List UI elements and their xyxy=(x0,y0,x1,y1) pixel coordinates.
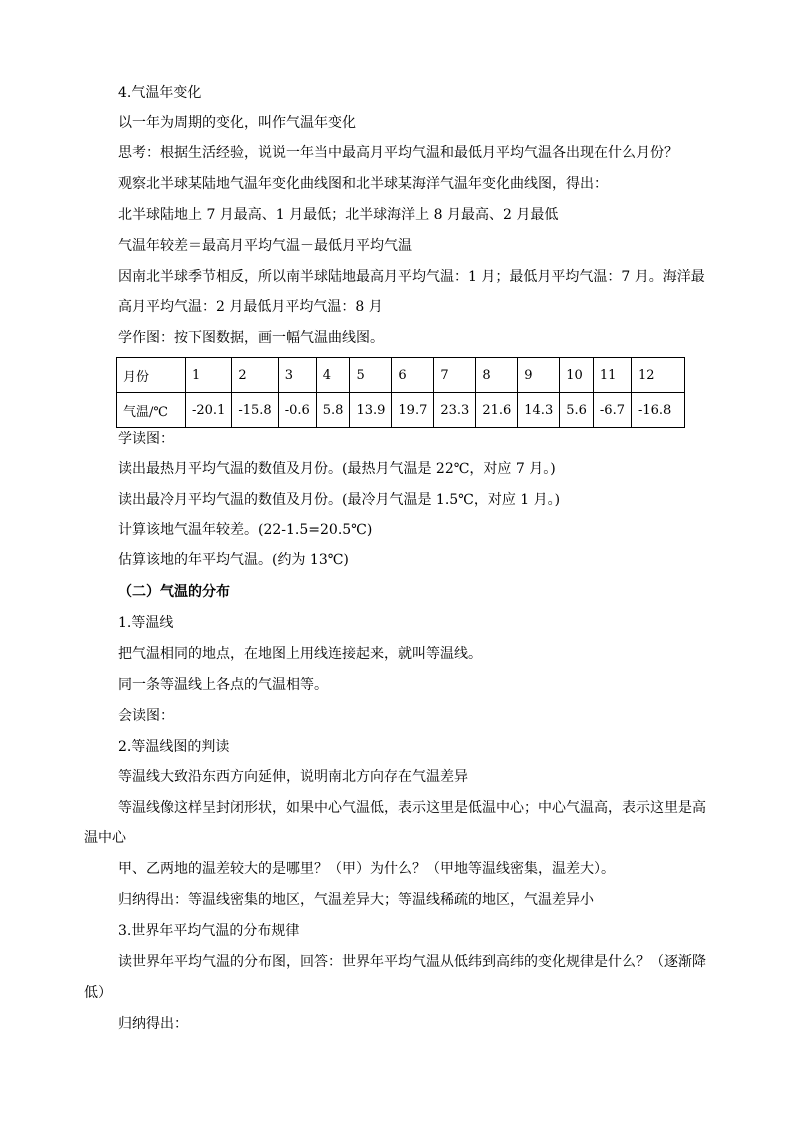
read-question-1: 读出最热月平均气温的数值及月份。(最热月气温是 22℃，对应 7 月。) xyxy=(118,461,556,477)
isotherm-paragraph-2-line1: 等温线像这样呈封闭形状，如果中心气温低，表示这里是低温中心；中心气温高，表示这里是高 xyxy=(118,800,706,816)
table-cell: -6.7 xyxy=(593,393,631,428)
definition-text: 以一年为周期的变化，叫作气温年变化 xyxy=(118,115,356,131)
read-map-label: 会读图： xyxy=(118,708,174,724)
subsection-title-world-distribution: 3.世界年平均气温的分布规律 xyxy=(118,923,300,939)
table-cell: -0.6 xyxy=(278,393,316,428)
temperature-table xyxy=(116,357,685,428)
table-cell: 21.6 xyxy=(476,393,518,428)
table-cell: 2 xyxy=(232,358,278,393)
subsection-title-isotherm: 1.等温线 xyxy=(118,615,174,631)
table-cell: -15.8 xyxy=(232,393,278,428)
table-cell: 3 xyxy=(278,358,316,393)
isotherm-paragraph-1: 等温线大致沿东西方向延伸，说明南北方向存在气温差异 xyxy=(118,769,468,785)
subsection-title-isotherm-reading: 2.等温线图的判读 xyxy=(118,739,230,755)
table-cell: 4 xyxy=(316,358,350,393)
table-row-months xyxy=(117,358,685,393)
southern-hemisphere-text-line2: 高月平均气温：2 月最低月平均气温：8 月 xyxy=(118,299,383,315)
draw-instruction: 学作图：按下图数据，画一幅气温曲线图。 xyxy=(118,330,384,346)
table-cell: 19.7 xyxy=(392,393,434,428)
isotherm-note: 同一条等温线上各点的气温相等。 xyxy=(118,677,328,693)
section-heading-distribution: （二）气温的分布 xyxy=(118,584,230,600)
table-row-temperatures xyxy=(117,393,685,428)
observe-text: 观察北半球某陆地气温年变化曲线图和北半球某海洋气温年变化曲线图，得出： xyxy=(118,176,608,192)
table-cell: 12 xyxy=(631,358,684,393)
southern-hemisphere-text-line1: 因南北半球季节相反，所以南半球陆地最高月平均气温：1 月；最低月平均气温：7 月。海洋最 xyxy=(118,269,705,285)
table-header-month: 月份 xyxy=(117,358,186,393)
table-cell: 14.3 xyxy=(518,393,560,428)
read-question-4: 估算该地的年平均气温。(约为 13℃) xyxy=(118,552,349,568)
isotherm-paragraph-4: 归纳得出：等温线密集的地区，气温差异大；等温线稀疏的地区，气温差异小 xyxy=(118,892,594,908)
result-text: 北半球陆地上 7 月最高、1 月最低；北半球海洋上 8 月最高、2 月最低 xyxy=(118,207,559,223)
world-paragraph-1-line2: 低） xyxy=(84,985,112,1001)
read-question-2: 读出最冷月平均气温的数值及月份。(最冷月气温是 1.5℃，对应 1 月。) xyxy=(118,492,561,508)
table-cell: 8 xyxy=(476,358,518,393)
table-cell: 1 xyxy=(186,358,232,393)
read-question-3: 计算该地气温年较差。(22-1.5=20.5℃) xyxy=(118,522,373,538)
table-cell: 11 xyxy=(593,358,631,393)
table-cell: -16.8 xyxy=(631,393,684,428)
table-cell: 9 xyxy=(518,358,560,393)
isotherm-definition: 把气温相同的地点，在地图上用线连接起来，就叫等温线。 xyxy=(118,646,482,662)
isotherm-paragraph-3: 甲、乙两地的温差较大的是哪里？（甲）为什么？（甲地等温线密集，温差大）。 xyxy=(118,861,615,877)
table-cell: -20.1 xyxy=(186,393,232,428)
table-cell: 10 xyxy=(560,358,594,393)
world-paragraph-2: 归纳得出： xyxy=(118,1016,188,1032)
annual-range-formula: 气温年较差＝最高月平均气温－最低月平均气温 xyxy=(118,238,412,254)
table-cell: 6 xyxy=(392,358,434,393)
table-header-temperature: 气温/℃ xyxy=(117,393,186,428)
world-paragraph-1-line1: 读世界年平均气温的分布图，回答：世界年平均气温从低纬到高纬的变化规律是什么？（逐渐降 xyxy=(118,954,706,970)
isotherm-paragraph-2-line2: 温中心 xyxy=(84,830,126,846)
table-cell: 13.9 xyxy=(350,393,392,428)
think-question: 思考：根据生活经验，说说一年当中最高月平均气温和最低月平均气温各出现在什么月份？ xyxy=(118,145,678,161)
table-cell: 5 xyxy=(350,358,392,393)
read-chart-title: 学读图： xyxy=(118,431,174,447)
table-cell: 23.3 xyxy=(434,393,476,428)
section-title-annual-change: 4.气温年变化 xyxy=(118,85,202,101)
table-cell: 7 xyxy=(434,358,476,393)
table-cell: 5.8 xyxy=(316,393,350,428)
table-cell: 5.6 xyxy=(560,393,594,428)
